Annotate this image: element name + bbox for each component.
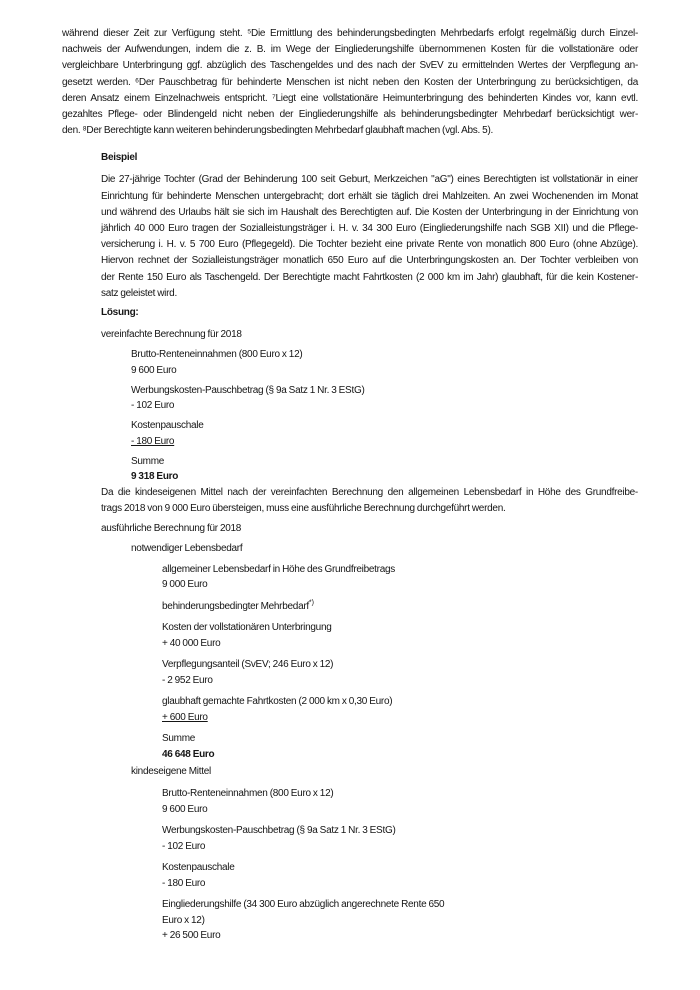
means-list	[162, 786, 638, 944]
example-paragraph	[101, 172, 638, 302]
entry-label: Kosten der vollstationären Unterbringung	[162, 622, 332, 634]
calc-entry	[162, 823, 638, 854]
calc-entry	[162, 694, 638, 725]
text-line: vergleichbare Unterbringung ggf. abzüglich des Taschengeldes und des nach der SvEV zu ermittelnden Wertes der Verpflegung an-	[62, 60, 638, 72]
entry-label: Eingliederungshilfe (34 300 Euro abzüglich angerechnete Rente 650	[162, 899, 445, 911]
detailed-calc-title: ausführliche Berechnung für 2018	[101, 522, 242, 534]
text-line: nachweis der Aufwendungen, indem die z. B. im Wege der Eingliederungshilfe übernommenen Kosten für die vollstationäre oder	[62, 44, 638, 56]
text-line: gezahltes Pflege- oder Blindengeld nicht neben der Eingliederungshilfe als behinderungsbedingter Mehrbedarf berücksichtigt wer-	[62, 109, 638, 121]
entry-value-total: 46 648 Euro	[162, 748, 215, 760]
calc-entry	[162, 620, 638, 651]
text-line: trags 2018 von 9 000 Euro übersteigen, muss eine ausführliche Berechnung durchgeführt werden.	[101, 502, 506, 514]
entry-label-text: behinderungsbedingter Mehrbedarf	[162, 600, 309, 612]
entry-value-total: 9 318 Euro	[131, 471, 179, 483]
entry-label: Kostenpauschale	[162, 862, 235, 874]
entry-label: Werbungskosten-Pauschbetrag (§ 9a Satz 1 Nr. 3 EStG)	[131, 384, 365, 396]
entry-label: Summe	[162, 733, 196, 745]
text-line: gesetzt werden. ⁶Der Pauschbetrag für behinderte Menschen ist nicht neben den Kosten der Unterbringung zu berücksichtigen, da	[62, 76, 638, 88]
entry-value: - 102 Euro	[162, 840, 206, 852]
entry-label	[162, 599, 638, 615]
entry-value-underlined: + 600 Euro	[162, 711, 208, 723]
calc-entry	[131, 418, 638, 449]
simple-calc-list	[131, 347, 638, 485]
text-line: Einrichtung für behinderte Menschen untergebracht; dort erhält sie täglich drei Mahlzeiten. An zwei Wochenenden im Monat	[101, 190, 638, 202]
calc-entry	[162, 731, 638, 762]
footnote-marker: *)	[308, 599, 314, 607]
entry-label: Werbungskosten-Pauschbetrag (§ 9a Satz 1 Nr. 3 EStG)	[162, 825, 396, 837]
interim-paragraph	[101, 485, 638, 517]
entry-value: 9 600 Euro	[131, 364, 177, 376]
text-line: satz geleistet wird.	[101, 287, 177, 299]
calc-entry	[162, 897, 638, 944]
text-line: Die 27-jährige Tochter (Grad der Behinderung 100 seit Geburt, Merkzeichen "aG") eines Berechtigten ist vollstationär in einer	[101, 174, 638, 186]
entry-label: Verpflegungsanteil (SvEV; 246 Euro x 12)	[162, 659, 334, 671]
text-line: jährlich 40 000 Euro tragen der Sozialleistungsträger i. H. v. 34 300 Euro (Eingliederungshilfe nach SGB XII) und die Pflege-	[101, 223, 638, 235]
entry-value: 9 600 Euro	[162, 803, 208, 815]
text-line: und während des Urlaubs hält sie sich im Haushalt des Berechtigten auf. Die Kosten der Unterbringung in der Einrichtung von	[101, 206, 638, 218]
text-line: während dieser Zeit zur Verfügung steht. ⁵Die Ermittlung des behinderungsbedingten Mehrbedarfs erfolgt regelmäßig durch Einzel-	[62, 28, 638, 39]
example-heading: Beispiel	[101, 152, 138, 164]
calc-entry	[131, 347, 638, 378]
calc-entry	[131, 454, 638, 485]
entry-label: Kostenpauschale	[131, 420, 204, 432]
intro-paragraph	[62, 26, 638, 139]
entry-value: 9 000 Euro	[162, 579, 208, 591]
solution-heading: Lösung:	[101, 307, 139, 319]
calc-entry	[162, 786, 638, 817]
needs-heading: notwendiger Lebensbedarf	[131, 542, 243, 554]
entry-label: glaubhaft gemachte Fahrtkosten (2 000 km x 0,30 Euro)	[162, 696, 393, 708]
calc-entry	[162, 599, 638, 615]
entry-value: - 2 952 Euro	[162, 674, 213, 686]
entry-label: Euro x 12)	[162, 914, 205, 926]
entry-label: allgemeiner Lebensbedarf in Höhe des Grundfreibetrags	[162, 563, 396, 575]
entry-label: Brutto-Renteneinnahmen (800 Euro x 12)	[131, 349, 303, 361]
entry-label: Summe	[131, 455, 165, 467]
entry-label: Brutto-Renteneinnahmen (800 Euro x 12)	[162, 788, 334, 800]
text-line: deren Ansatz einem Einzelnachweis entspricht. ⁷Liegt eine vollstationäre Heimunterbringung des behinderten Kindes vor, kann evtl.	[62, 92, 638, 104]
simple-calc-title: vereinfachte Berechnung für 2018	[101, 329, 242, 341]
text-line: der Rente 150 Euro als Taschengeld. Der Berechtigte macht Fahrtkosten (2 000 km im Jahr) glaubhaft, für die kein Kostener-	[101, 271, 638, 283]
calc-entry	[162, 657, 638, 688]
text-line: den. ⁸Der Berechtigte kann weiteren behinderungsbedingten Mehrbedarf glaubhaft machen (vgl. Abs. 5).	[62, 125, 493, 137]
entry-value: - 102 Euro	[131, 400, 175, 412]
calc-entry	[131, 383, 638, 414]
entry-value: + 26 500 Euro	[162, 930, 221, 942]
text-line: Da die kindeseigenen Mittel nach der vereinfachten Berechnung den allgemeinen Lebensbedarf in Höhe des Grundfreibe-	[101, 486, 638, 498]
calc-entry	[162, 562, 638, 593]
entry-value-underlined: - 180 Euro	[131, 435, 175, 447]
needs-list	[162, 562, 638, 763]
calc-entry	[162, 860, 638, 891]
entry-value: + 40 000 Euro	[162, 637, 221, 649]
text-line: Hiervon rechnet der Sozialleistungsträger monatlich 650 Euro auf die Unterbringungskosten an. Der Tochter verbleiben von	[101, 255, 638, 267]
means-heading: kindeseigene Mittel	[131, 766, 211, 778]
text-line: versicherung i. H. v. 5 700 Euro (Pflegegeld). Die Tochter bezieht eine private Rente von monatlich 800 Euro (ohne Abzüge).	[101, 239, 638, 251]
entry-value: - 180 Euro	[162, 877, 206, 889]
